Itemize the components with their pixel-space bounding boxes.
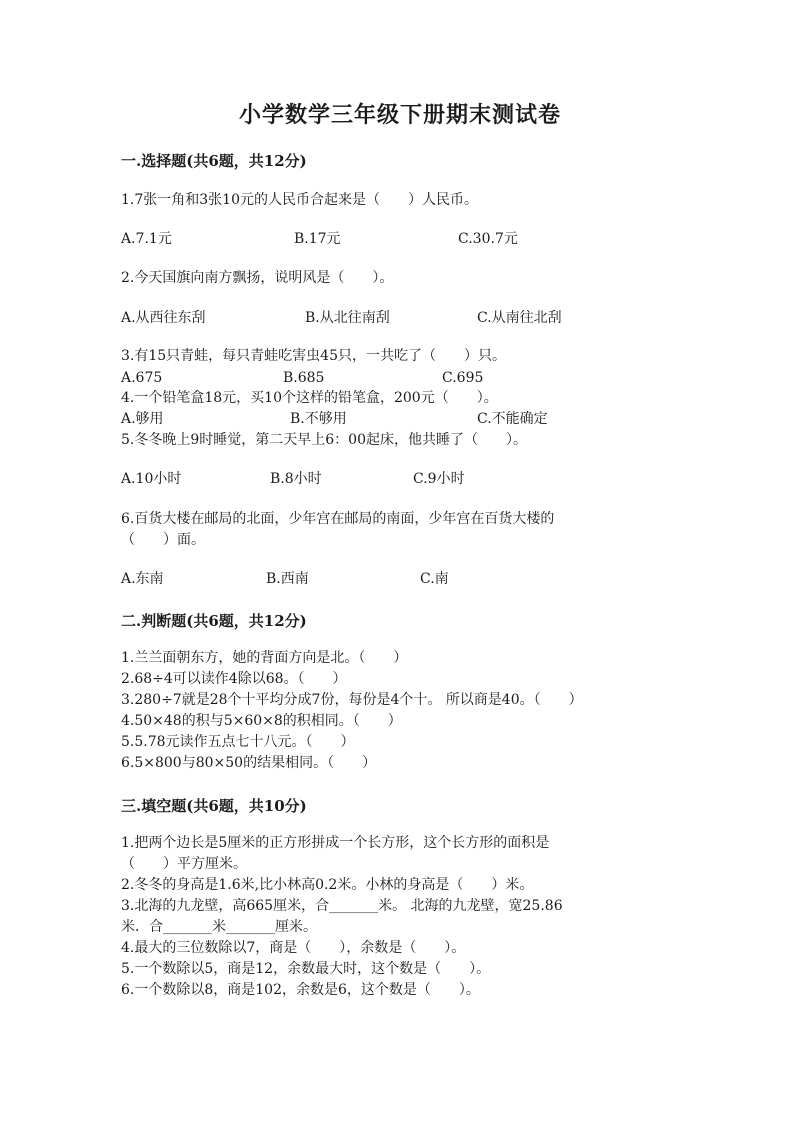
fill-question-5: 5.一个数除以5，商是12，余数最大时，这个数是（ ）。 (121, 961, 491, 977)
section-heading-fill: 三.填空题(共6题，共10分) (121, 797, 307, 815)
choice-q6-option-a: A.东南 (121, 571, 164, 587)
choice-q5-option-a: A.10小时 (121, 471, 182, 487)
fill-question-3-line1: 3.北海的九龙壁，高665厘米，合_______米。 北海的九龙壁，宽25.86 (121, 898, 563, 914)
judge-statement: 4.50×48的积与5×60×8的积相同。（ ） (121, 713, 402, 729)
choice-q4-option-c: C.不能确定 (477, 411, 548, 427)
judge-statement: 5.5.78元读作五点七十八元。（ ） (121, 734, 355, 750)
choice-q4-option-b: B.不够用 (290, 411, 347, 427)
choice-question-6-line2: （ ）面。 (121, 532, 205, 548)
judge-statement: 3.280÷7就是28个十平均分成7份，每份是4个十。 所以商是40。（ ） (121, 692, 583, 708)
judge-statement: 6.5×800与80×50的结果相同。（ ） (121, 755, 377, 771)
choice-q1-option-b: B.17元 (294, 231, 341, 247)
section-heading-choice: 一.选择题(共6题，共12分) (121, 152, 307, 170)
fill-question-1-line2: （ ）平方厘米。 (121, 856, 247, 872)
choice-q5-option-c: C.9小时 (413, 471, 465, 487)
choice-q1-option-c: C.30.7元 (458, 231, 518, 247)
judge-statement: 2.68÷4可以读作4除以68。（ ） (121, 671, 347, 687)
choice-q3-option-c: C.695 (442, 370, 484, 386)
choice-question-2: 2.今天国旗向南方飘扬，说明风是（ ）。 (121, 270, 394, 286)
choice-q2-option-b: B.从北往南刮 (305, 310, 390, 326)
choice-q6-option-c: C.南 (420, 571, 449, 587)
choice-question-5: 5.冬冬晚上9时睡觉，第二天早上6：00起床，他共睡了（ ）。 (121, 432, 527, 448)
choice-question-3: 3.有15只青蛙，每只青蛙吃害虫45只，一共吃了（ ）只。 (121, 348, 506, 364)
section-heading-judge: 二.判断题(共6题，共12分) (121, 612, 307, 630)
choice-q1-option-a: A.7.1元 (121, 231, 172, 247)
fill-question-6: 6.一个数除以8，商是102，余数是6，这个数是（ ）。 (121, 982, 480, 998)
choice-question-4: 4.一个铅笔盒18元，买10个这样的铅笔盒，200元（ ）。 (121, 390, 498, 406)
choice-q3-option-a: A.675 (121, 370, 163, 386)
choice-q5-option-b: B.8小时 (270, 471, 322, 487)
fill-question-3-line2: 米．合_______米_______厘米。 (121, 919, 317, 935)
fill-question-2: 2.冬冬的身高是1.6米,比小林高0.2米。小林的身高是（ ）米。 (121, 877, 534, 893)
fill-question-1-line1: 1.把两个边长是5厘米的正方形拼成一个长方形，这个长方形的面积是 (121, 835, 550, 851)
choice-q2-option-a: A.从西往东刮 (121, 310, 206, 326)
choice-q3-option-b: B.685 (283, 370, 325, 386)
choice-question-1: 1.7张一角和3张10元的人民币合起来是（ ）人民币。 (121, 192, 478, 208)
choice-q2-option-c: C.从南往北刮 (477, 310, 562, 326)
judge-statement: 1.兰兰面朝东方，她的背面方向是北。（ ） (121, 650, 408, 666)
choice-q4-option-a: A.够用 (121, 411, 164, 427)
choice-q6-option-b: B.西南 (266, 571, 309, 587)
choice-question-6-line1: 6.百货大楼在邮局的北面，少年宫在邮局的南面，少年宫在百货大楼的 (121, 511, 555, 527)
fill-question-4: 4.最大的三位数除以7，商是（ ），余数是（ ）。 (121, 940, 466, 956)
page-title: 小学数学三年级下册期末测试卷 (238, 102, 561, 128)
